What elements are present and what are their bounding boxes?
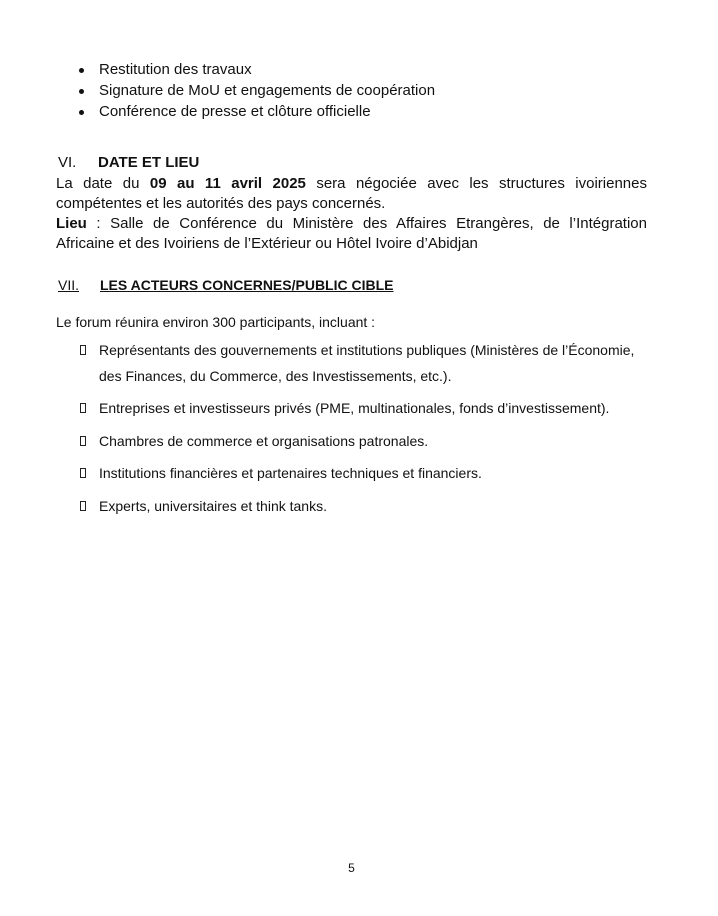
list-item — [56, 338, 656, 389]
page-number: 5 — [348, 861, 355, 875]
missing-glyph-icon — [80, 436, 86, 446]
list-item — [56, 429, 656, 455]
list-item-text: Chambres de commerce et organisations patronales. — [99, 432, 429, 449]
bullet-icon — [79, 110, 84, 115]
section-title: DATE ET LIEU — [98, 154, 200, 171]
section-title: LES ACTEURS CONCERNES/PUBLIC CIBLE — [100, 277, 394, 293]
bullet-text: Conférence de presse et clôture officielle — [99, 103, 371, 120]
lieu-text: : Salle de Conférence du Ministère des Affaires Etrangères, de l’Intégration Africaine et des Ivoiriens de l’Extérieur ou Hôtel Ivoire d’Abidjan — [56, 215, 647, 252]
list-item — [74, 60, 674, 81]
date-paragraph — [56, 174, 647, 214]
list-item — [74, 81, 674, 102]
missing-glyph-icon — [80, 345, 86, 355]
lieu-paragraph — [56, 214, 647, 254]
list-item — [56, 494, 656, 520]
bullet-text: Signature de MoU et engagements de coopération — [99, 82, 436, 99]
date-prefix: La date du — [56, 175, 150, 192]
list-item-text: Experts, universitaires et think tanks. — [99, 497, 327, 514]
list-item-text: Entreprises et investisseurs privés (PME, multinationales, fonds d’investissement). — [99, 400, 610, 416]
participants-list — [56, 338, 656, 519]
section-heading-acteurs — [58, 277, 394, 293]
missing-glyph-icon — [80, 403, 86, 413]
top-bullet-list — [74, 60, 674, 123]
list-item — [74, 102, 674, 123]
missing-glyph-icon — [80, 501, 86, 511]
list-item-text: Représentants des gouvernements et institutions publiques (Ministères de l’Économie, des Finances, du Commerce, des Investissements, etc.). — [99, 342, 635, 384]
list-item-text: Institutions financières et partenaires techniques et financiers. — [99, 465, 482, 481]
participants-intro: Le forum réunira environ 300 participants, incluant : — [56, 314, 376, 330]
missing-glyph-icon — [80, 468, 86, 478]
section-heading-date-lieu — [58, 154, 199, 171]
section-number: VII. — [58, 277, 80, 293]
date-range: 09 au 11 avril 2025 — [149, 175, 306, 192]
bullet-text: Restitution des travaux — [99, 61, 252, 78]
bullet-icon — [79, 68, 84, 73]
lieu-label: Lieu — [56, 215, 87, 232]
list-item — [56, 396, 656, 422]
bullet-icon — [79, 89, 84, 94]
section-number: VI. — [58, 154, 77, 171]
list-item — [56, 461, 656, 487]
date-suffix: sera négociée avec les structures ivoiriennes compétentes et les autorités des pays concernés. — [56, 175, 647, 212]
